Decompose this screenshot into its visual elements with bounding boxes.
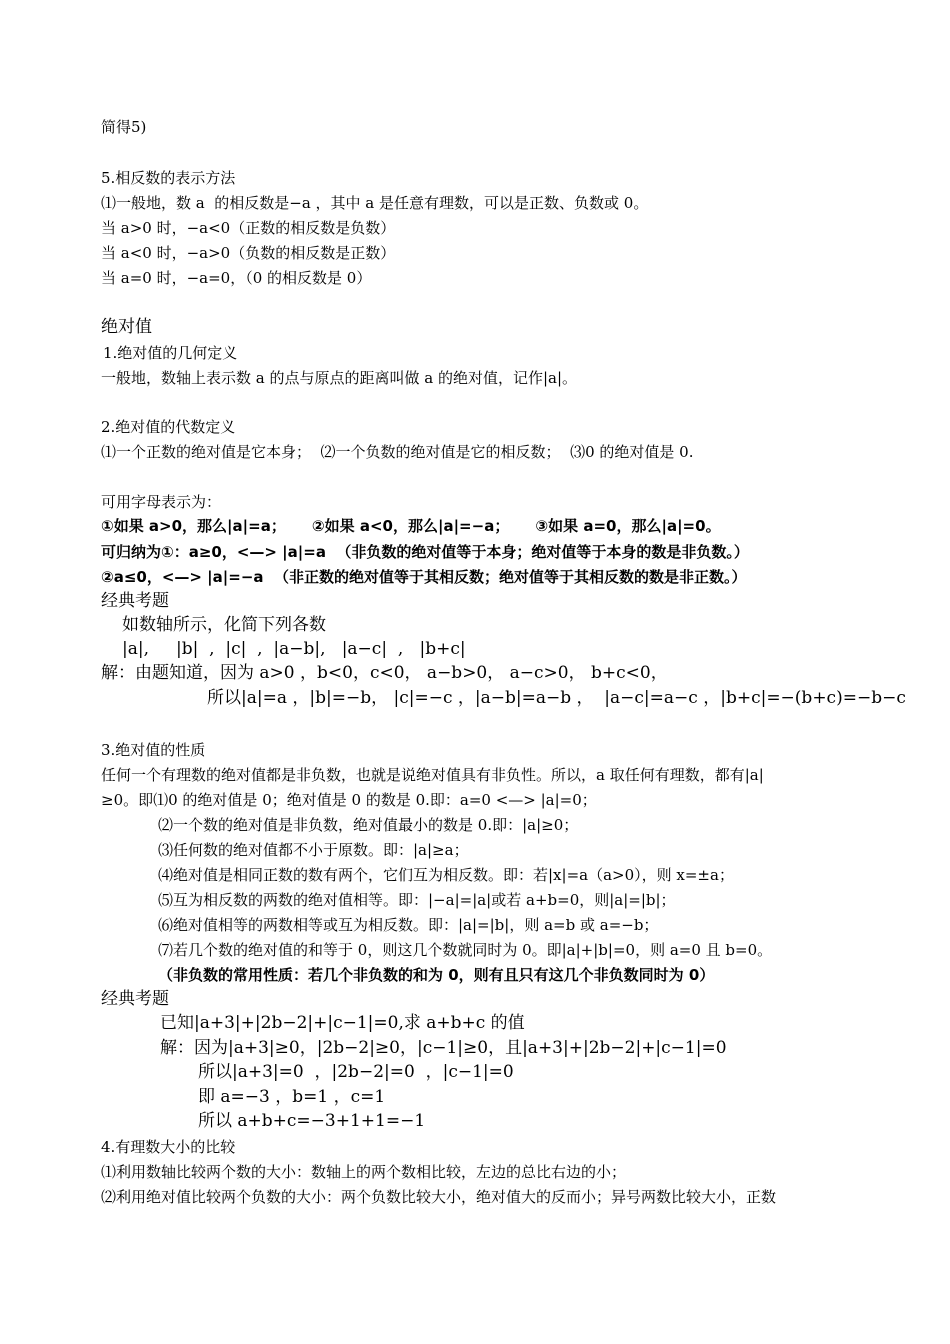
text-line: ⑺若几个数的绝对值的和等于 0，则这几个数就同时为 0。即|a|+|b|=0，则 a=0 且 b=0。 <box>158 941 773 959</box>
text-line: ⑵一个数的绝对值是非负数，绝对值最小的数是 0.即：|a|≥0； <box>158 816 579 834</box>
text-line: 如数轴所示，化简下列各数 <box>122 615 326 635</box>
text-line: 已知|a+3|+|2b−2|+|c−1|=0,求 a+b+c 的值 <box>160 1013 525 1033</box>
text-line: 所以|a+3|=0 ，|2b−2|=0 ，|c−1|=0 <box>198 1062 514 1082</box>
text-line: ⑴利用数轴比较两个数的大小：数轴上的两个数相比较，左边的总比右边的小； <box>101 1163 627 1181</box>
text-line: 解：由题知道，因为 a>0 ，b<0，c<0， a−b>0， a−c>0， b+c<0， <box>101 663 668 683</box>
text-line: 可用字母表示为： <box>101 493 222 511</box>
text-line: 即 a=−3 ，b=1 ，c=1 <box>198 1087 386 1107</box>
section-heading: 5.相反数的表示方法 <box>101 169 236 187</box>
text-line: 所以 a+b+c=−3+1+1=−1 <box>198 1111 426 1131</box>
section-title: 绝对值 <box>101 317 152 337</box>
text-line: ⑸互为相反数的两数的绝对值相等。即：|−a|=|a|或若 a+b=0，则|a|=|b|； <box>158 891 676 909</box>
example-heading: 经典考题 <box>101 591 169 611</box>
section-heading: 3.绝对值的性质 <box>101 741 206 759</box>
bold-line: ①如果 a>0，那么|a|=a； ②如果 a<0，那么|a|=−a； ③如果 a=0，那么|a|=0。 <box>101 517 721 535</box>
bold-line: 可归纳为①：a≥0，<—> |a|=a （非负数的绝对值等于本身；绝对值等于本身的数是非负数。） <box>101 543 749 561</box>
text-line: ≥0。即⑴0 的绝对值是 0；绝对值是 0 的数是 0.即：a=0 <—> |a|=0； <box>101 791 597 809</box>
example-heading: 经典考题 <box>101 989 169 1009</box>
text-line: ⑶任何数的绝对值都不小于原数。即：|a|≥a； <box>158 841 469 859</box>
text-line: 当 a=0 时，−a=0，（0 的相反数是 0） <box>101 269 372 287</box>
text-line: ⑴一个正数的绝对值是它本身； ⑵一个负数的绝对值是它的相反数； ⑶0 的绝对值是 0. <box>101 443 694 461</box>
text-line: |a|, |b| , |c| , |a−b|, |a−c| , |b+c| <box>122 639 466 659</box>
text-line: 任何一个有理数的绝对值都是非负数，也就是说绝对值具有非负性。所以，a 取任何有理数，都有|a| <box>101 766 764 784</box>
text-line: ⑹绝对值相等的两数相等或互为相反数。即：|a|=|b|，则 a=b 或 a=−b； <box>158 916 659 934</box>
text-line: 简得5) <box>101 118 147 136</box>
text-line: 当 a>0 时，−a<0（正数的相反数是负数） <box>101 219 396 237</box>
section-heading: 4.有理数大小的比较 <box>101 1138 236 1156</box>
text-line: ⑵利用绝对值比较两个负数的大小：两个负数比较大小，绝对值大的反而小；异号两数比较大小，正数 <box>101 1188 777 1206</box>
text-line: 一般地，数轴上表示数 a 的点与原点的距离叫做 a 的绝对值，记作|a|。 <box>101 369 578 387</box>
text-line: 所以|a|=a ，|b|=−b， |c|=−c ，|a−b|=a−b ， |a−c|=a−c ，|b+c|=−(b+c)=−b−c <box>207 688 906 708</box>
text-line: 当 a<0 时，−a>0（负数的相反数是正数） <box>101 244 396 262</box>
bold-line: ②a≤0，<—> |a|=−a （非正数的绝对值等于其相反数；绝对值等于其相反数的数是非正数。） <box>101 568 747 586</box>
text-line: ⑴一般地，数 a 的相反数是−a ，其中 a 是任意有理数，可以是正数、负数或 0。 <box>101 194 649 212</box>
text-line: 解：因为|a+3|≥0，|2b−2|≥0，|c−1|≥0，且|a+3|+|2b−2|+|c−1|=0 <box>160 1038 727 1058</box>
section-heading: 2.绝对值的代数定义 <box>101 418 236 436</box>
bold-line: （非负数的常用性质：若几个非负数的和为 0，则有且只有这几个非负数同时为 0） <box>158 966 715 984</box>
section-heading: 1.绝对值的几何定义 <box>103 344 238 362</box>
text-line: ⑷绝对值是相同正数的数有两个，它们互为相反数。即：若|x|=a（a>0），则 x=±a； <box>158 866 734 884</box>
